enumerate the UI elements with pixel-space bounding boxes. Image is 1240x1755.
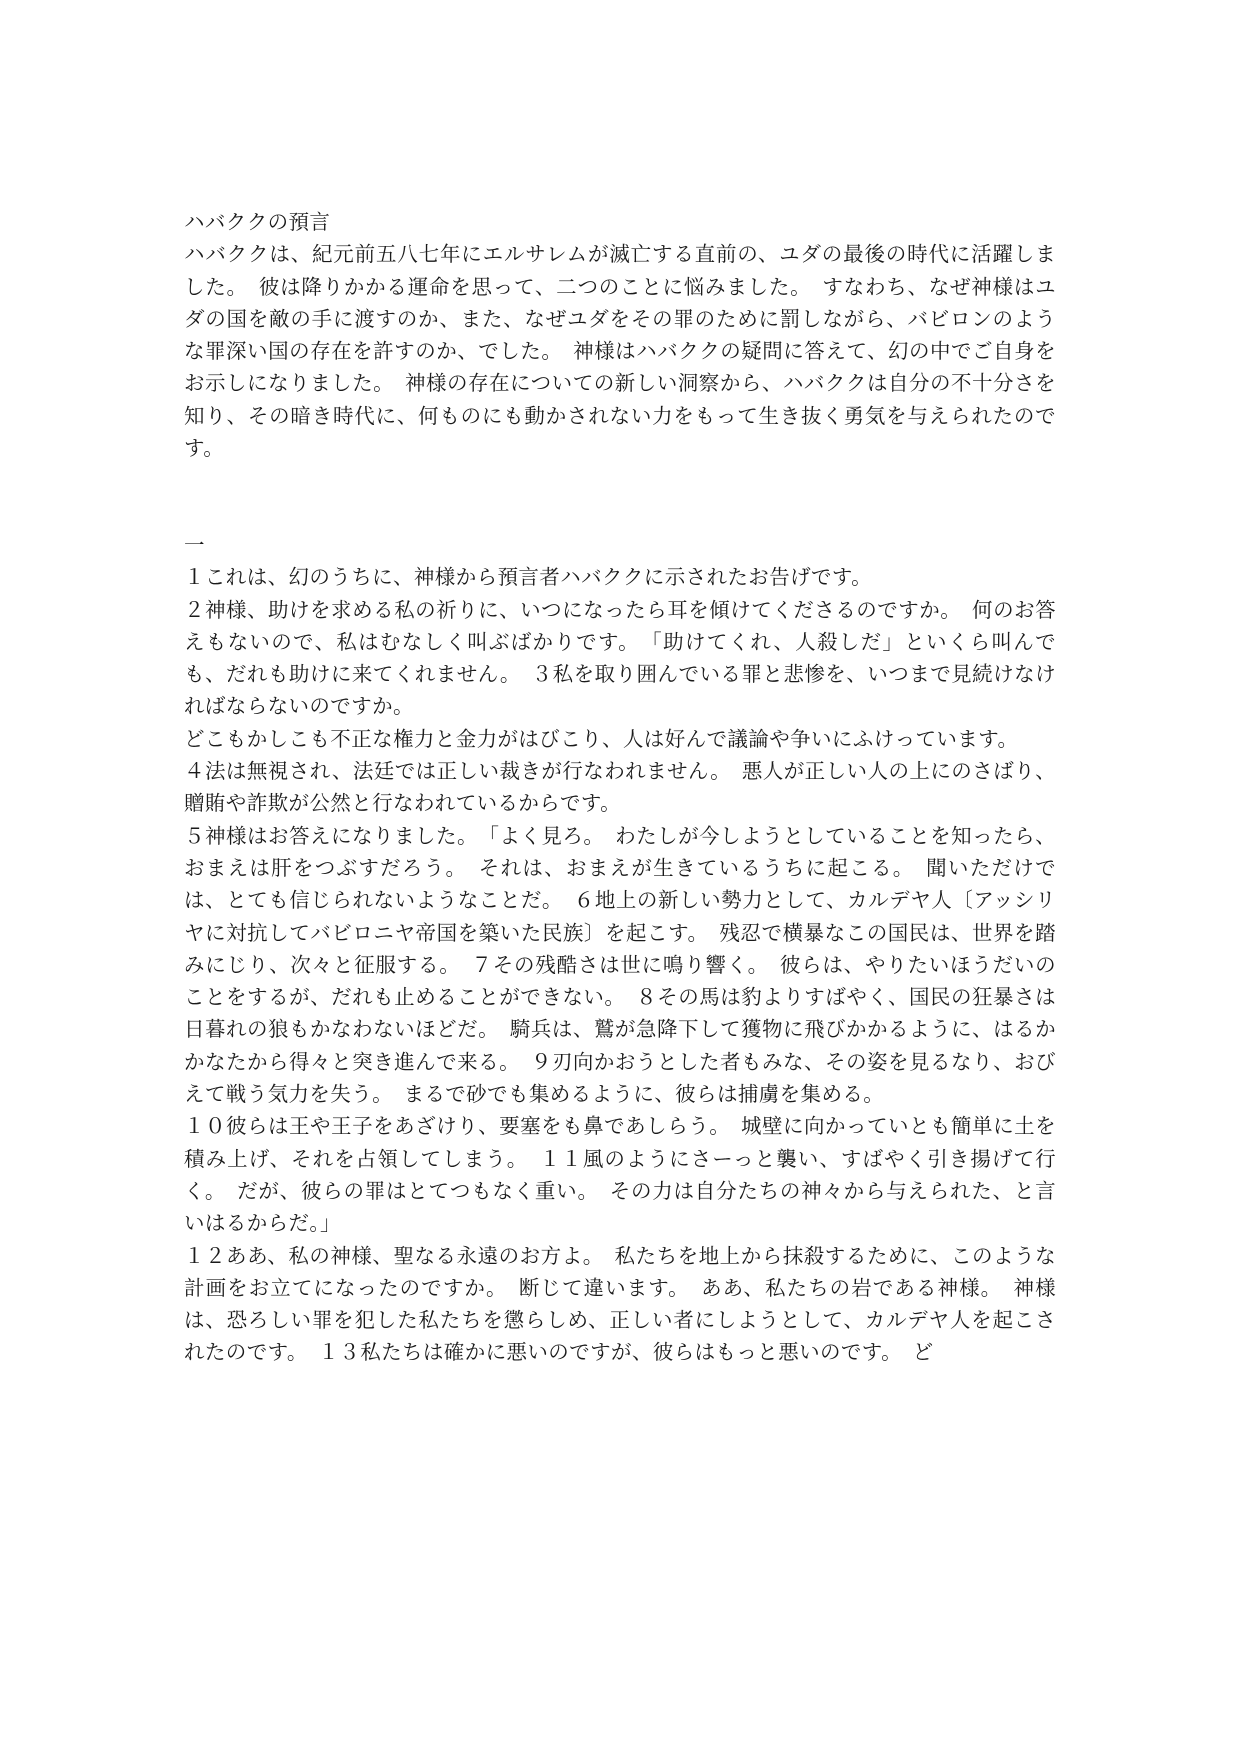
document-body xyxy=(184,206,1056,1369)
verse-paragraph-3: どこもかしこも不正な権力と金力がはびこり、人は好んで議論や争いにふけっています。 xyxy=(184,726,1019,751)
intro-paragraph: ハバククは、紀元前五八七年にエルサレムが滅亡する直前の、ユダの最後の時代に活躍しました。 彼は降りかかる運命を思って、二つのことに悩みました。 すなわち、なぜ神様はユダの国を敵の手に渡すのか、また、なぜユダをその罪のために罰しながら、バビロンのような罪深い国の存在を許すのか、でした。 神様はハバククの疑問に答えて、幻の中でご自身をお示しになりました。 神様の存在についての新しい洞察から、ハバククは自分の不十分さを知り、その暗き時代に、何ものにも動かされない力をもって生き抜く勇気を与えられたのです。 xyxy=(184,242,1056,461)
verse-paragraph-7: １２ああ、私の神様、聖なる永遠のお方よ。 私たちを地上から抹殺するために、このような計画をお立てになったのですか。 断じて違います。 ああ、私たちの岩である神様。 神様は、恐ろしい罪を犯した私たちを懲らしめ、正しい者にしようとして、カルデヤ人を起こされたのです。 １３私たちは確かに悪いのですが、彼らはもっと悪いのです。 ど xyxy=(184,1243,1056,1365)
document-title: ハバククの預言 xyxy=(184,210,331,234)
verse-paragraph-6: １０彼らは王や王子をあざけり、要塞をも鼻であしらう。 城壁に向かっていとも簡単に土を積み上げ、それを占領してしまう。 １１風のようにさーっと襲い、すばやく引き揚げて行く。 だが、彼らの罪はとてつもなく重い。 その力は自分たちの神々から与えられた、と言いはるからだ。」 xyxy=(184,1114,1056,1236)
verse-paragraph-4: ４法は無視され、法廷では正しい裁きが行なわれません。 悪人が正しい人の上にのさばり、贈賄や詐欺が公然と行なわれているからです。 xyxy=(184,759,1056,816)
chapter-heading: 一 xyxy=(184,532,205,557)
verse-paragraph-5: ５神様はお答えになりました。 「よく見ろ。 わたしが今しようとしていることを知ったら、おまえは肝をつぶすだろう。 それは、おまえが生きているうちに起こる。 聞いただけでは、とても信じられないようなことだ。 ６地上の新しい勢力として、カルデヤ人〔アッシリヤに対抗してバビロニヤ帝国を築いた民族〕を起こす。 残忍で横暴なこの国民は、世界を踏みにじり、次々と征服する。 ７その残酷さは世に鳴り響く。 彼らは、やりたいほうだいのことをするが、だれも止めることができない。 ８その馬は豹よりすばやく、国民の狂暴さは日暮れの狼もかなわないほどだ。 騎兵は、鷲が急降下して獲物に飛びかかるように、はるかかなたから得々と突き進んで来る。 ９刃向かおうとした者もみな、その姿を見るなり、おびえて戦う気力を失う。 まるで砂でも集めるように、彼らは捕虜を集める。 xyxy=(184,823,1056,1107)
section-gap xyxy=(184,464,1056,529)
verse-paragraph-2: ２神様、助けを求める私の祈りに、いつになったら耳を傾けてくださるのですか。 何のお答えもないので、私はむなしく叫ぶばかりです。 「助けてくれ、人殺しだ」といくら叫んでも、だれも助けに来てくれません。 ３私を取り囲んでいる罪と悲惨を、いつまで見続けなければならないのですか。 xyxy=(184,597,1056,719)
verse-paragraph-1: １これは、幻のうちに、神様から預言者ハバククに示されたお告げです。 xyxy=(184,565,873,590)
